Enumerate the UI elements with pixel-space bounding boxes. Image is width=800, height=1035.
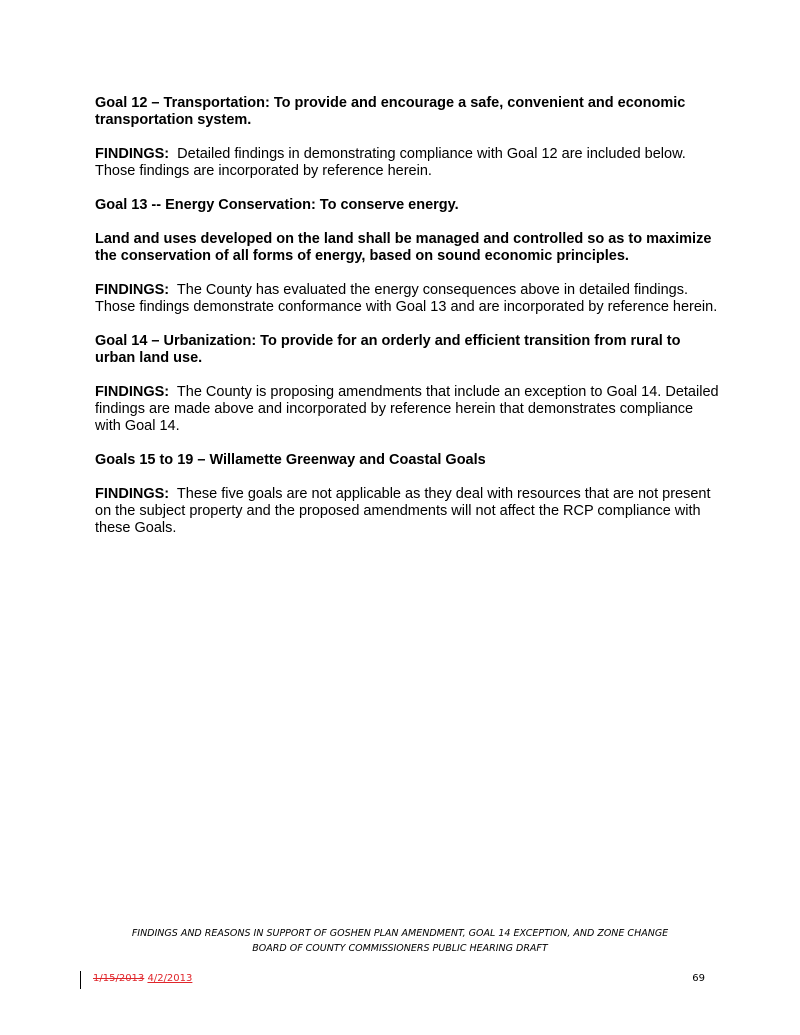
findings-text: The County is proposing amendments that include an exception to Goal 14. Detailed findings are made above and incorporated by reference herein that demonstrates compliance with Goal 14. [95, 384, 719, 434]
deleted-date: 1/15/2013 [93, 973, 145, 984]
goal-12-heading: Goal 12 – Transportation: To provide and encourage a safe, convenient and economic transportation system. [95, 95, 686, 128]
goal-14-heading: Goal 14 – Urbanization: To provide for an orderly and efficient transition from rural to urban land use. [95, 333, 681, 366]
findings-label: FINDINGS: [95, 146, 170, 162]
findings-text: The County has evaluated the energy consequences above in detailed findings. Those findings demonstrate conformance with Goal 13 and are incorporated by reference herein. [95, 282, 718, 315]
goal-13-heading: Goal 13 -- Energy Conservation: To conserve energy. [95, 197, 459, 213]
goals-15-19-findings [95, 486, 720, 537]
document-body [95, 95, 720, 554]
footer-subtitle-line: BOARD OF COUNTY COMMISSIONERS PUBLIC HEARING DRAFT [252, 943, 548, 954]
findings-label: FINDINGS: [95, 384, 170, 400]
page-footer [95, 926, 705, 956]
findings-label: FINDINGS: [95, 486, 170, 502]
page-number: 69 [692, 973, 705, 984]
goals-15-19-heading: Goals 15 to 19 – Willamette Greenway and Coastal Goals [95, 452, 486, 468]
revision-change-bar [80, 971, 81, 989]
goal-13-statement: Land and uses developed on the land shall be managed and controlled so as to maximize the conservation of all forms of energy, based on sound economic principles. [95, 231, 712, 264]
revision-date [93, 973, 192, 984]
findings-text: Detailed findings in demonstrating compliance with Goal 12 are included below. Those findings are incorporated by reference herein. [95, 146, 686, 179]
goal-12-findings [95, 146, 720, 180]
footer-title-line: FINDINGS AND REASONS IN SUPPORT OF GOSHEN PLAN AMENDMENT, GOAL 14 EXCEPTION, AND ZONE CHANGE [131, 928, 669, 939]
inserted-date: 4/2/2013 [147, 973, 193, 984]
goal-14-findings [95, 384, 720, 435]
findings-text: These five goals are not applicable as they deal with resources that are not present on the subject property and the proposed amendments will not affect the RCP compliance with these Goals. [95, 486, 711, 536]
findings-label: FINDINGS: [95, 282, 170, 298]
goal-13-findings [95, 282, 720, 316]
